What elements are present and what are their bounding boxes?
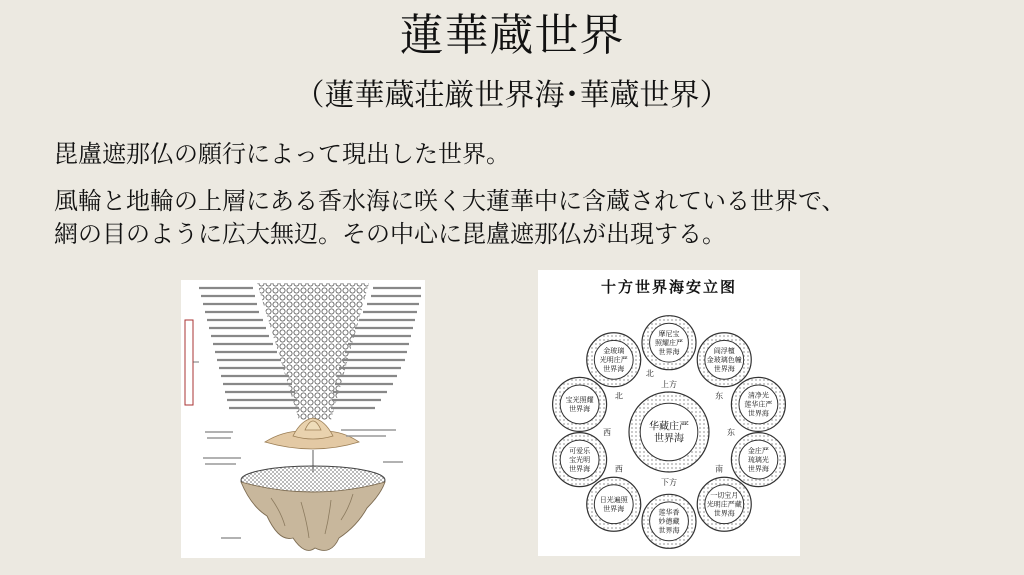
world-circle-4-label-2: 世界海 <box>713 509 735 518</box>
body-line-1: 毘盧遮那仏の願行によって現出した世界。 <box>54 140 510 168</box>
world-circle-9-label-1: 光明庄严 <box>599 356 628 365</box>
world-circles <box>538 270 800 556</box>
direction-label-6: 西 <box>603 428 611 437</box>
world-circle-1-label-1: 金玻璃色幢 <box>706 356 742 365</box>
world-circle-0-label-2: 世界海 <box>658 348 680 357</box>
world-circle-3-label-0: 金庄严 <box>747 446 769 455</box>
world-circle-7-label-2: 世界海 <box>569 464 591 473</box>
ten-directions-world-map <box>538 270 800 556</box>
world-circle-2-label-1: 莲华庄严 <box>744 400 773 409</box>
direction-label-7: 北 <box>614 391 623 401</box>
body-line-2: 風輪と地輪の上層にある香水海に咲く大蓮華中に含蔵されている世界で、 <box>54 187 846 215</box>
world-circle-9-label-2: 世界海 <box>603 365 625 374</box>
center-world-circle <box>629 392 709 472</box>
world-circle-4-label-1: 光明庄严藏 <box>706 500 742 509</box>
world-circle-4 <box>697 477 751 531</box>
world-circle-3-label-2: 世界海 <box>747 464 769 473</box>
direction-label-8: 北 <box>645 369 654 379</box>
figure-title: 十方世界海安立图 <box>600 278 737 296</box>
world-circle-1-label-2: 世界海 <box>713 365 735 374</box>
world-circle-2-label-0: 清净光 <box>747 391 769 400</box>
world-circle-8-label-0: 宝光照耀 <box>565 396 594 405</box>
world-circle-7 <box>553 433 607 487</box>
world-circle-5-label-1: 妙德藏 <box>658 517 680 526</box>
world-circle-1-label-0: 阎浮檀 <box>713 347 735 356</box>
world-circle-3-label-1: 琉璃光 <box>747 455 769 464</box>
world-circle-7-label-1: 宝光明 <box>569 455 591 464</box>
world-circle-6-label-0: 日光遍照 <box>599 496 628 505</box>
direction-label-4: 下方 <box>661 478 677 487</box>
world-circle-8-label-1: 世界海 <box>569 405 591 414</box>
world-circle-1 <box>697 333 751 387</box>
world-circle-0-label-1: 照耀庄严 <box>655 339 683 348</box>
direction-label-1: 东 <box>715 391 724 401</box>
body-line-3: 網の目のように広大無辺。その中心に毘盧遮那仏が出現する。 <box>54 220 726 248</box>
world-circle-9 <box>587 333 641 387</box>
lotus-world-illustration <box>181 280 425 558</box>
direction-label-2: 东 <box>727 428 735 437</box>
center-world-circle-label-0: 华藏庄严 <box>649 421 689 433</box>
world-circle-3 <box>731 433 785 487</box>
world-circle-0-label-0: 摩尼宝 <box>658 330 680 339</box>
slide-subtitle: （蓮華蔵荘厳世界海･華蔵世界） <box>294 78 730 113</box>
direction-label-5: 西 <box>614 464 623 474</box>
world-circle-8 <box>553 377 607 431</box>
world-circle-5-label-0: 莲华香 <box>658 508 680 517</box>
center-world-circle-label-1: 世界海 <box>654 433 684 445</box>
lotus-world-diagram <box>181 280 425 558</box>
lotus-flower <box>265 418 359 472</box>
rock-base <box>241 482 385 550</box>
world-circle-4-label-0: 一切宝月 <box>710 491 739 500</box>
world-circle-5-label-2: 世界海 <box>658 526 680 535</box>
world-circle-2-label-2: 世界海 <box>747 409 769 418</box>
slide-title: 蓮華蔵世界 <box>399 10 625 61</box>
world-circle-2 <box>731 377 785 431</box>
direction-label-0: 上方 <box>661 380 677 389</box>
world-circle-0 <box>642 316 696 370</box>
direction-label-3: 南 <box>715 464 724 474</box>
world-circle-7-label-0: 可爱乐 <box>569 446 591 455</box>
world-circle-9-label-0: 金玻璃 <box>603 347 625 356</box>
world-circle-6-label-1: 世界海 <box>603 505 625 514</box>
world-circle-6 <box>587 477 641 531</box>
world-circle-5 <box>642 494 696 548</box>
